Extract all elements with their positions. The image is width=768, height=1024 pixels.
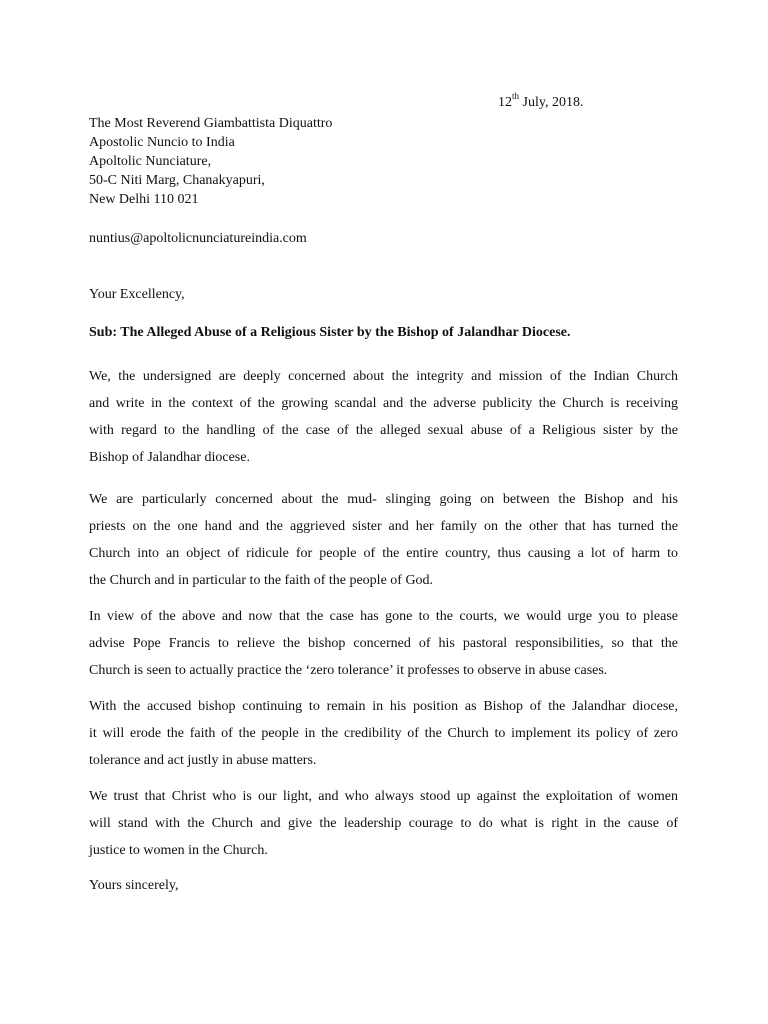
salutation: Your Excellency, [89, 287, 185, 302]
paragraph-line: the Church and in particular to the faith of the people of God. [89, 573, 434, 588]
paragraph-line: We, the undersigned are deeply concerned about the integrity and mission of the Indian Church [89, 369, 678, 384]
paragraph-line: will stand with the Church and give the leadership courage to do what is right in the cause of [89, 816, 678, 831]
paragraph-line: with regard to the handling of the case of the alleged sexual abuse of a Religious sister by the [89, 423, 678, 438]
paragraph-line: With the accused bishop continuing to remain in his position as Bishop of the Jalandhar diocese, [89, 699, 678, 714]
paragraph-line: advise Pope Francis to relieve the bishop concerned of his pastoral responsibilities, so that the [89, 636, 678, 651]
date-rest: July, 2018. [519, 95, 584, 110]
closing-line: Yours sincerely, [89, 878, 179, 893]
paragraph-line: it will erode the faith of the people in the credibility of the Church to implement its policy of zero [89, 726, 678, 741]
body-paragraph [89, 367, 678, 475]
body-paragraph [89, 787, 678, 868]
address-line: The Most Reverend Giambattista Diquattro [89, 116, 333, 131]
body-paragraph [89, 490, 678, 598]
recipient-address [89, 114, 332, 209]
paragraph-line: and write in the context of the growing scandal and the adverse publicity the Church is receiving [89, 396, 678, 411]
date-suffix: th [512, 91, 520, 102]
paragraph-line: Church is seen to actually practice the ‘zero tolerance’ it professes to observe in abuse cases. [89, 663, 608, 678]
subject-line: Sub: The Alleged Abuse of a Religious Sister by the Bishop of Jalandhar Diocese. [89, 325, 571, 340]
paragraph-line: We trust that Christ who is our light, and who always stood up against the exploitation of women [89, 789, 678, 804]
paragraph-line: Bishop of Jalandhar diocese. [89, 450, 250, 465]
paragraph-line: In view of the above and now that the case has gone to the courts, we would urge you to please [89, 609, 678, 624]
letter-date [498, 93, 583, 112]
address-line: 50-C Niti Marg, Chanakyapuri, [89, 173, 265, 188]
paragraph-line: priests on the one hand and the aggrieved sister and her family on the other that has turned the [89, 519, 678, 534]
body-paragraph [89, 697, 678, 778]
paragraph-line: Church into an object of ridicule for people of the entire country, thus causing a lot of harm to [89, 546, 678, 561]
address-line: New Delhi 110 021 [89, 192, 199, 207]
recipient-email: nuntius@apoltolicnunciatureindia.com [89, 231, 307, 246]
address-line: Apostolic Nuncio to India [89, 135, 235, 150]
paragraph-line: justice to women in the Church. [89, 843, 268, 858]
paragraph-line: tolerance and act justly in abuse matters. [89, 753, 317, 768]
body-paragraph [89, 607, 678, 688]
date-day: 12 [498, 95, 512, 110]
paragraph-line: We are particularly concerned about the mud- slinging going on between the Bishop and his [89, 492, 678, 507]
address-line: Apoltolic Nunciature, [89, 154, 212, 169]
